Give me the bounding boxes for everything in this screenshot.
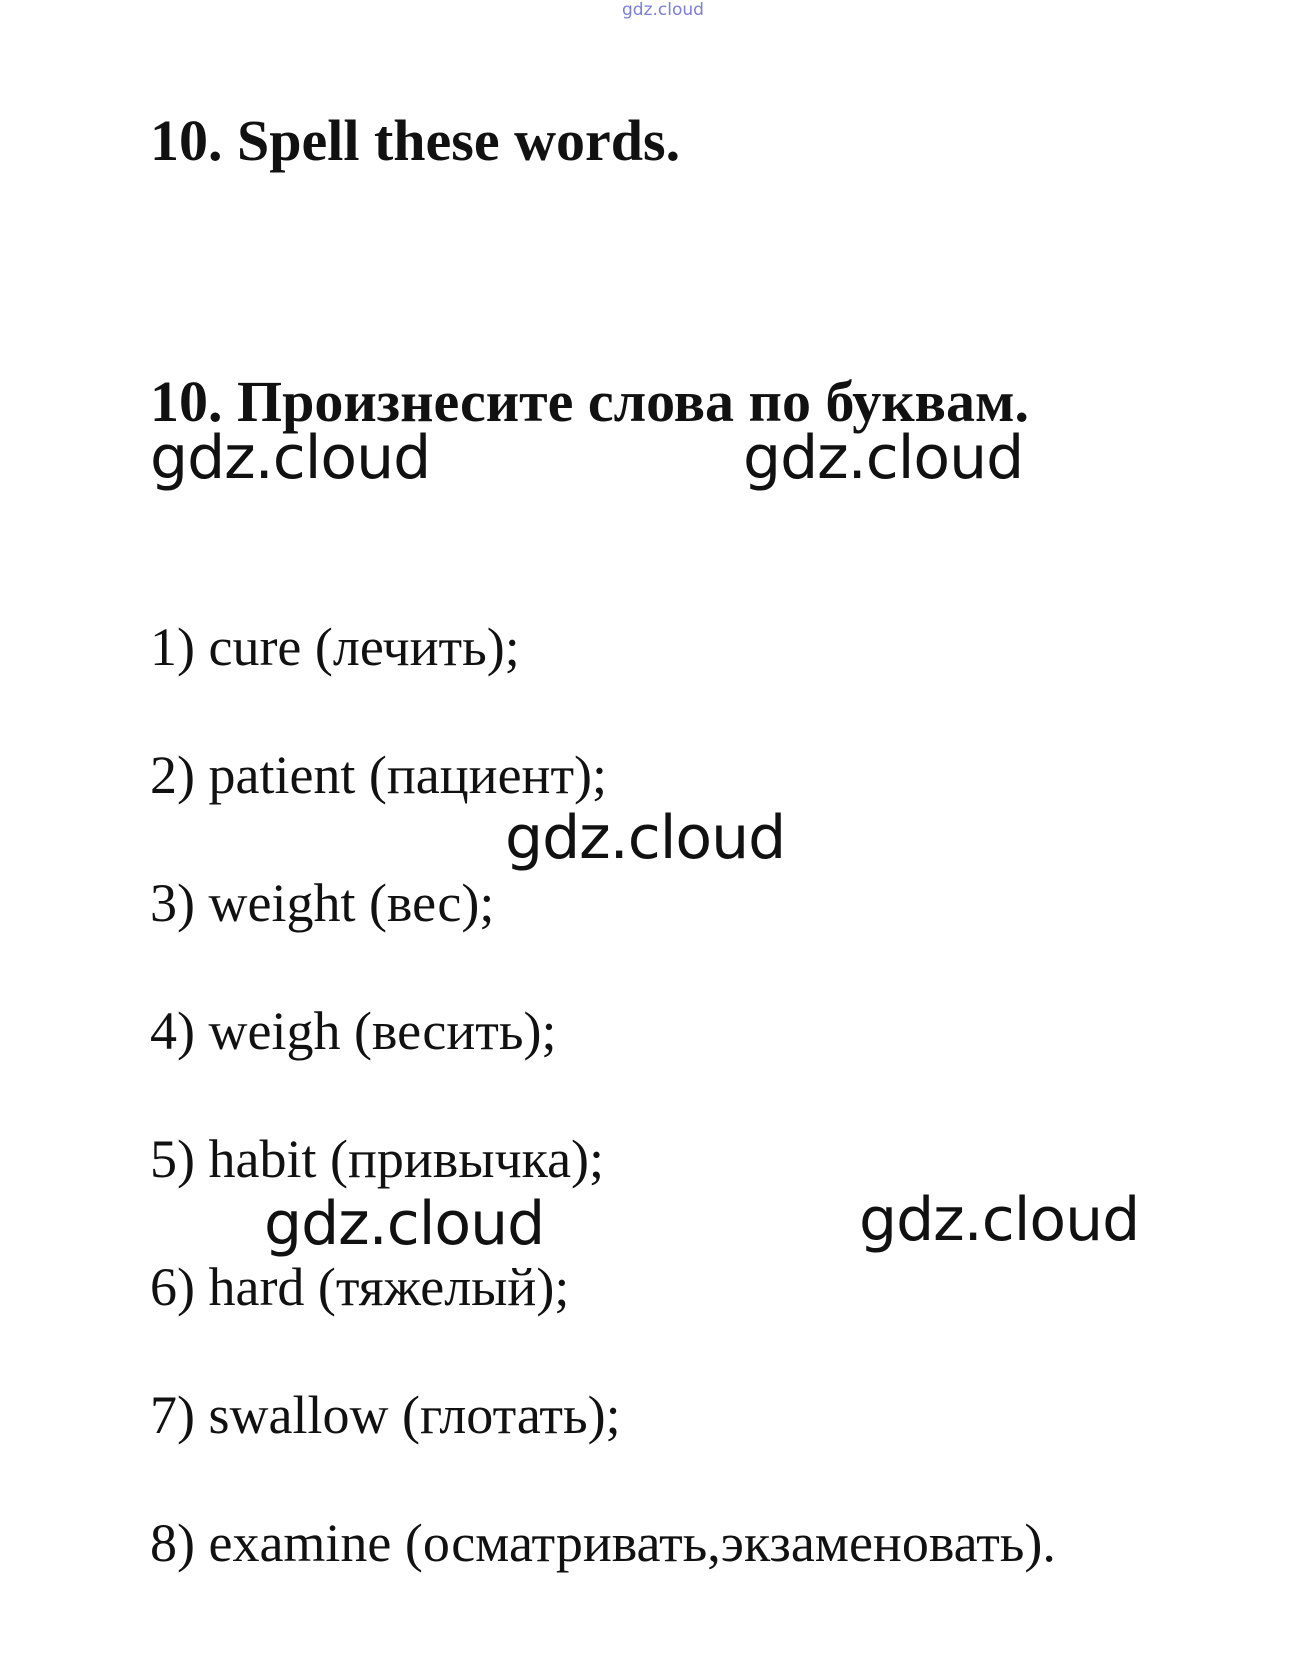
watermark: gdz.cloud	[743, 423, 1024, 493]
word-item: 8) examine (осматривать,экзаменовать).	[150, 1513, 1056, 1573]
watermark: gdz.cloud	[859, 1185, 1140, 1255]
word-item: 3) weight (вес);	[150, 873, 495, 933]
word-list	[150, 617, 1056, 1644]
word-item: 5) habit (привычка);	[150, 1129, 605, 1189]
watermark: gdz.cloud	[264, 1189, 545, 1259]
exercise-title-russian: 10. Произнесите слова по буквам.	[150, 369, 1029, 434]
exercise-title-english: 10. Spell these words.	[150, 108, 681, 173]
watermark: gdz.cloud	[505, 803, 786, 873]
site-watermark-top: gdz.cloud	[622, 0, 704, 20]
word-item: 2) patient (пациент);	[150, 745, 608, 805]
word-item: 7) swallow (глотать);	[150, 1385, 621, 1445]
watermark: gdz.cloud	[150, 423, 431, 493]
word-item: 1) cure (лечить);	[150, 617, 520, 677]
word-item: 4) weigh (весить);	[150, 1001, 557, 1061]
word-item: 6) hard (тяжелый);	[150, 1257, 570, 1317]
